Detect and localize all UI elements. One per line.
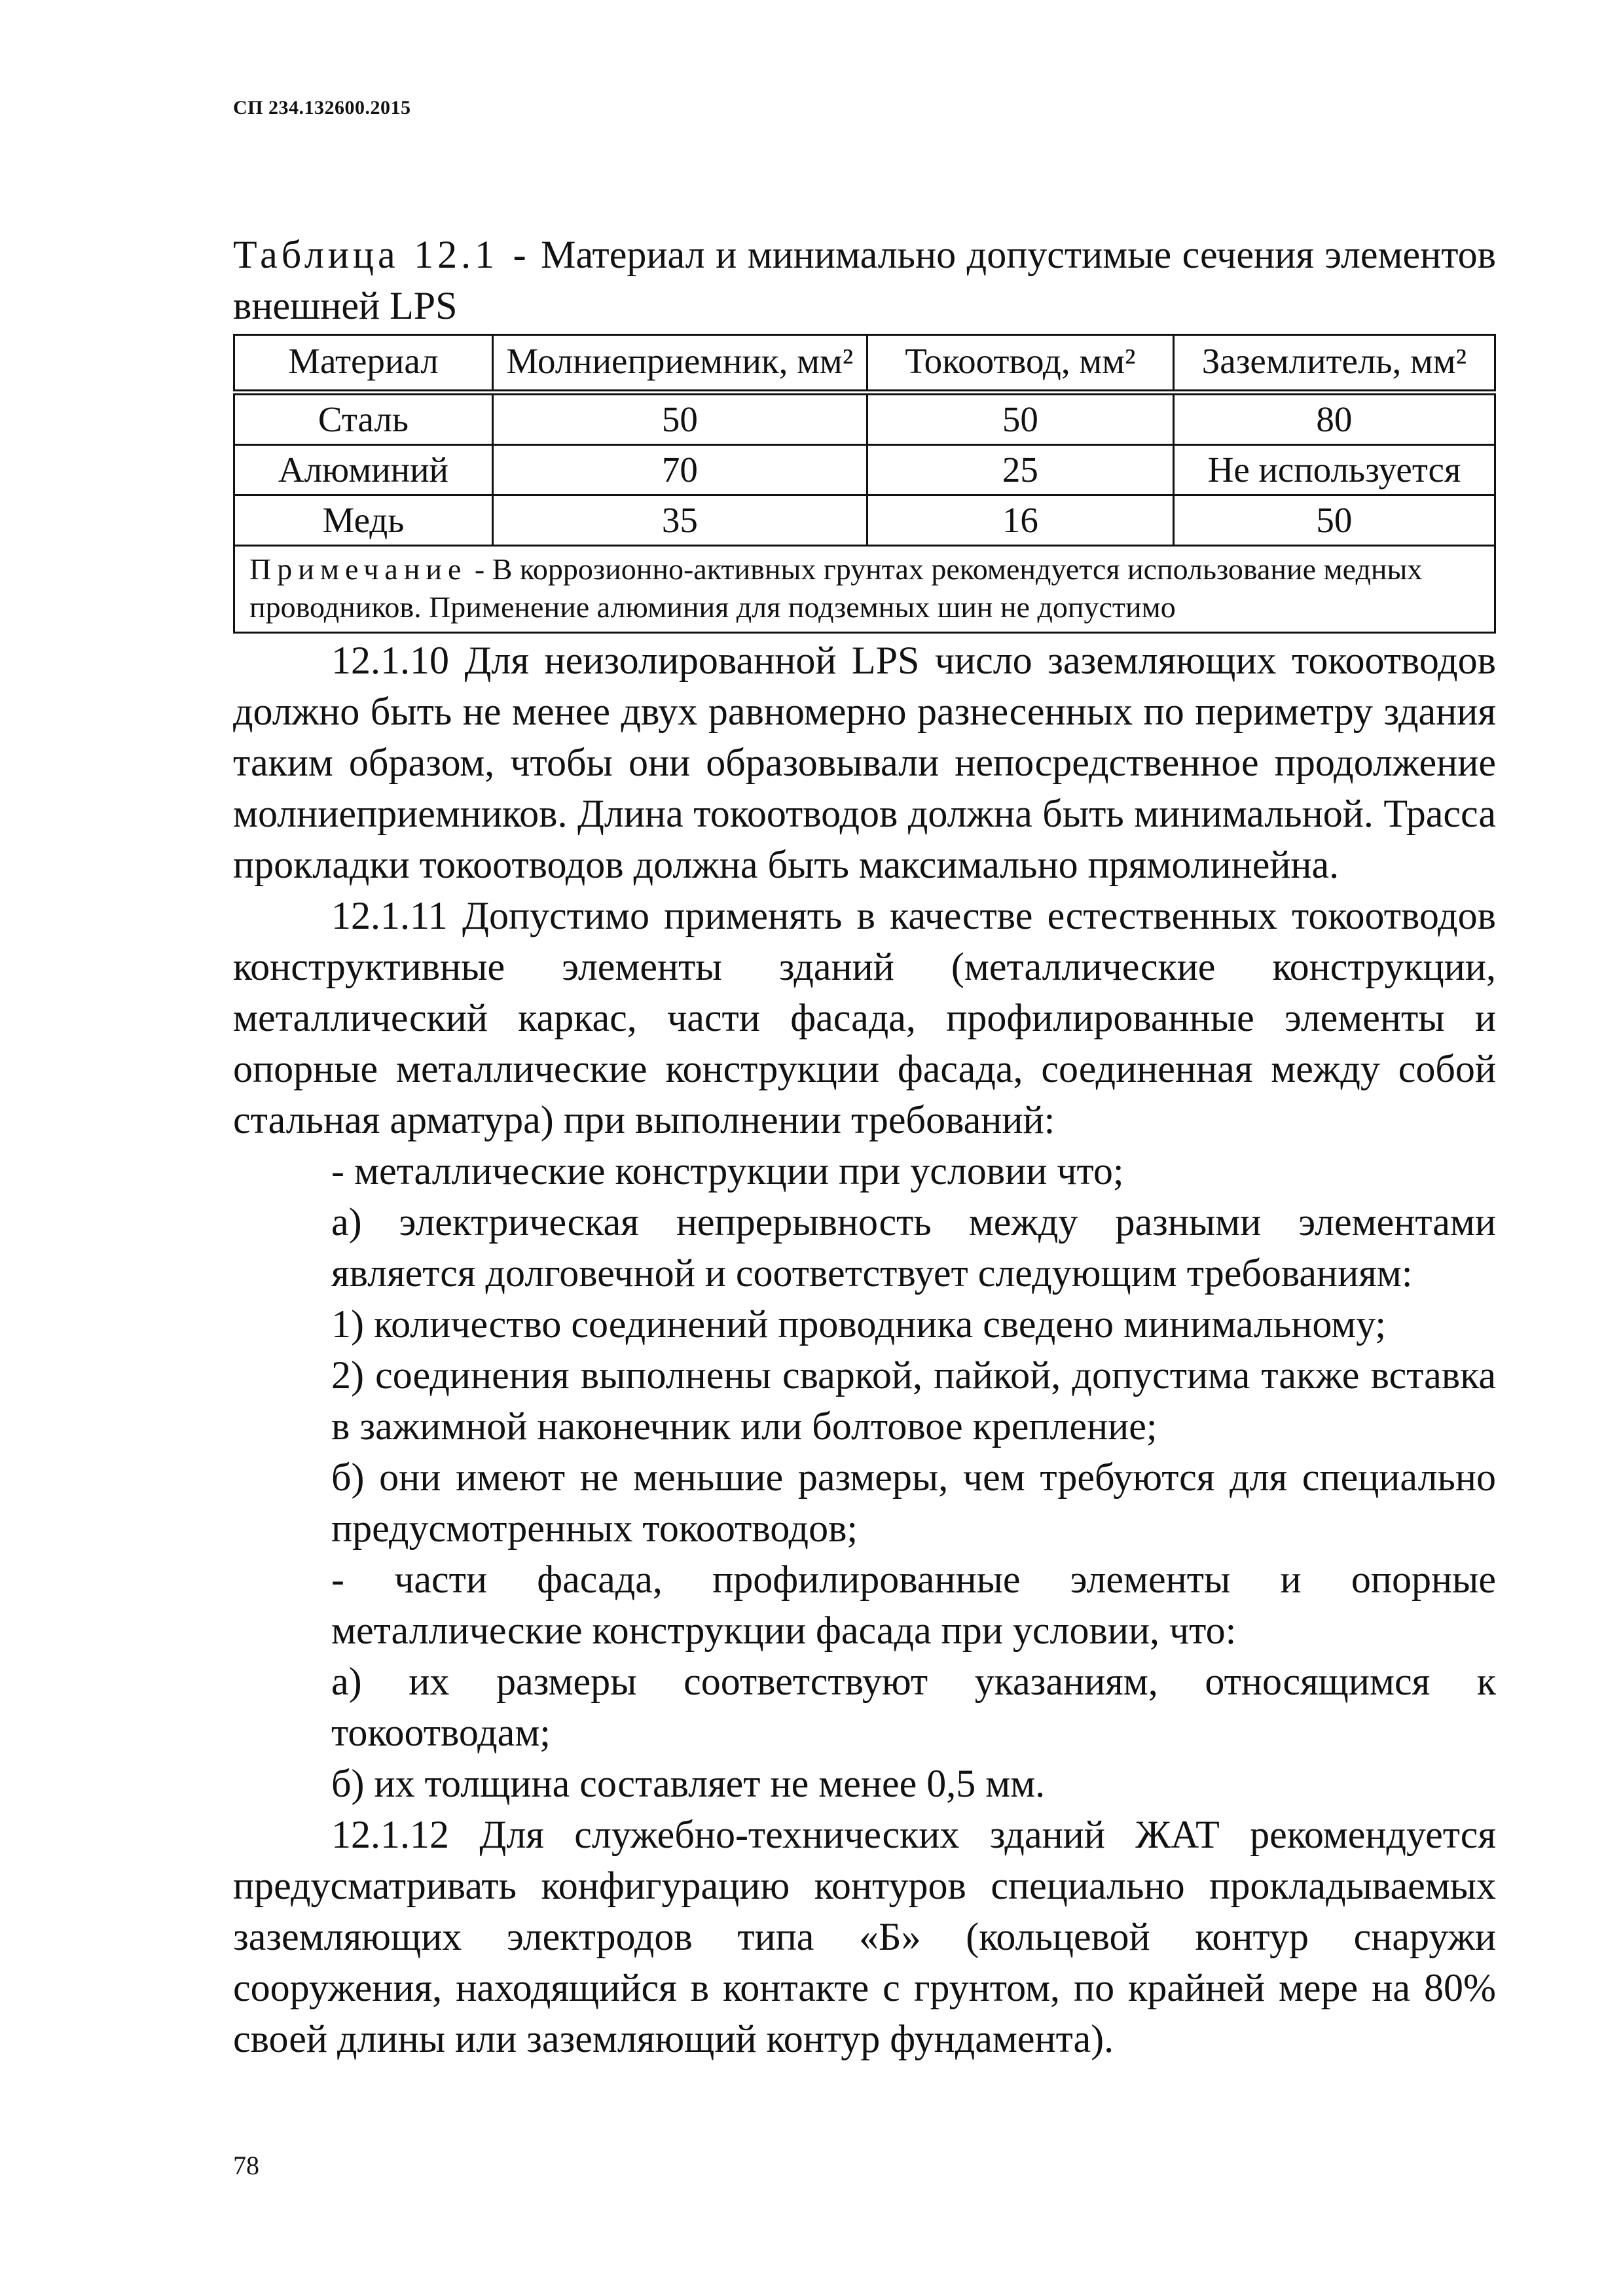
- column-header-down-conductor: Токоотвод, мм²: [867, 335, 1173, 393]
- list-item: б) они имеют не меньшие размеры, чем требуются для специально предусмотренных токоотводов;: [331, 1456, 1496, 1550]
- table-caption-text: Материал и минимально допустимые сечения элементов внешней LPS: [233, 233, 1497, 327]
- table-cell: 50: [1173, 495, 1495, 546]
- table-cell: Не используется: [1173, 445, 1495, 495]
- table-caption: [233, 229, 1496, 331]
- clause-12-1-10: 12.1.10 Для неизолированной LPS число заземляющих токоотводов должно быть не менее двух равномерно разнесенных по периметру здания таким образом, чтобы они образовывали непосредственное продолжение молниеприемников. Длина токоотводов должна быть минимальной. Трасса прокладки токоотводов должна быть максимально прямолинейна.: [233, 639, 1496, 886]
- page-content: [233, 229, 1496, 2064]
- materials-table: [233, 334, 1496, 634]
- table-cell: 16: [867, 495, 1173, 546]
- column-header-air-terminal: Молниеприемник, мм²: [492, 335, 867, 393]
- table-cell: 70: [492, 445, 867, 495]
- table-note: [234, 546, 1495, 633]
- table-note-label: Примечание: [249, 552, 467, 586]
- table-cell: 80: [1173, 393, 1495, 445]
- table-cell: Алюминий: [234, 445, 493, 495]
- table-cell: Сталь: [234, 393, 493, 445]
- list-item: а) их размеры соответствуют указаниям, относящимся к токоотводам;: [331, 1660, 1496, 1754]
- table-cell: 50: [492, 393, 867, 445]
- list-item: б) их толщина составляет не менее 0,5 мм.: [331, 1762, 1046, 1805]
- list-item: - части фасада, профилированные элементы и опорные металлические конструкции фасада при условии, что:: [331, 1558, 1496, 1652]
- table-caption-label: Таблица 12.1 -: [233, 233, 530, 276]
- list-item: а) электрическая непрерывность между разными элементами является долговечной и соответствует следующим требованиям:: [331, 1200, 1496, 1295]
- table-cell: 50: [867, 393, 1173, 445]
- table-row: [234, 445, 1495, 495]
- page-number: 78: [233, 2151, 259, 2180]
- table-cell: 35: [492, 495, 867, 546]
- table-cell: Медь: [234, 495, 493, 546]
- document-code: СП 234.132600.2015: [233, 97, 411, 118]
- list-item: 1) количество соединений проводника сведено минимальному;: [331, 1302, 1387, 1346]
- column-header-earth-electrode: Заземлитель, мм²: [1173, 335, 1495, 393]
- column-header-material: Материал: [234, 335, 493, 393]
- table-header-row: [234, 335, 1495, 393]
- table-note-text: - В коррозионно-активных грунтах рекомендуется использование медных проводников. Применение алюминия для подземных шин не допустимо: [249, 552, 1423, 624]
- table-row: [234, 495, 1495, 546]
- table-row: [234, 393, 1495, 445]
- clause-12-1-11: 12.1.11 Допустимо применять в качестве естественных токоотводов конструктивные элементы зданий (металлические конструкции, металлический каркас, части фасада, профилированные элементы и опорные металлические конструкции фасада, соединенная между собой стальная арматура) при выполнении требований:: [233, 894, 1496, 1141]
- table-cell: 25: [867, 445, 1173, 495]
- clause-12-1-12: 12.1.12 Для служебно-технических зданий ЖАТ рекомендуется предусматривать конфигурацию контуров специально прокладываемых заземляющих электродов типа «Б» (кольцевой контур снаружи сооружения, находящийся в контакте с грунтом, по крайней мере на 80% своей длины или заземляющий контур фундамента).: [233, 1813, 1496, 2060]
- list-item: - металлические конструкции при условии что;: [331, 1149, 1124, 1193]
- list-item: 2) соединения выполнены сваркой, пайкой, допустима также вставка в зажимной наконечник или болтовое крепление;: [331, 1354, 1496, 1448]
- table-note-row: [234, 546, 1495, 633]
